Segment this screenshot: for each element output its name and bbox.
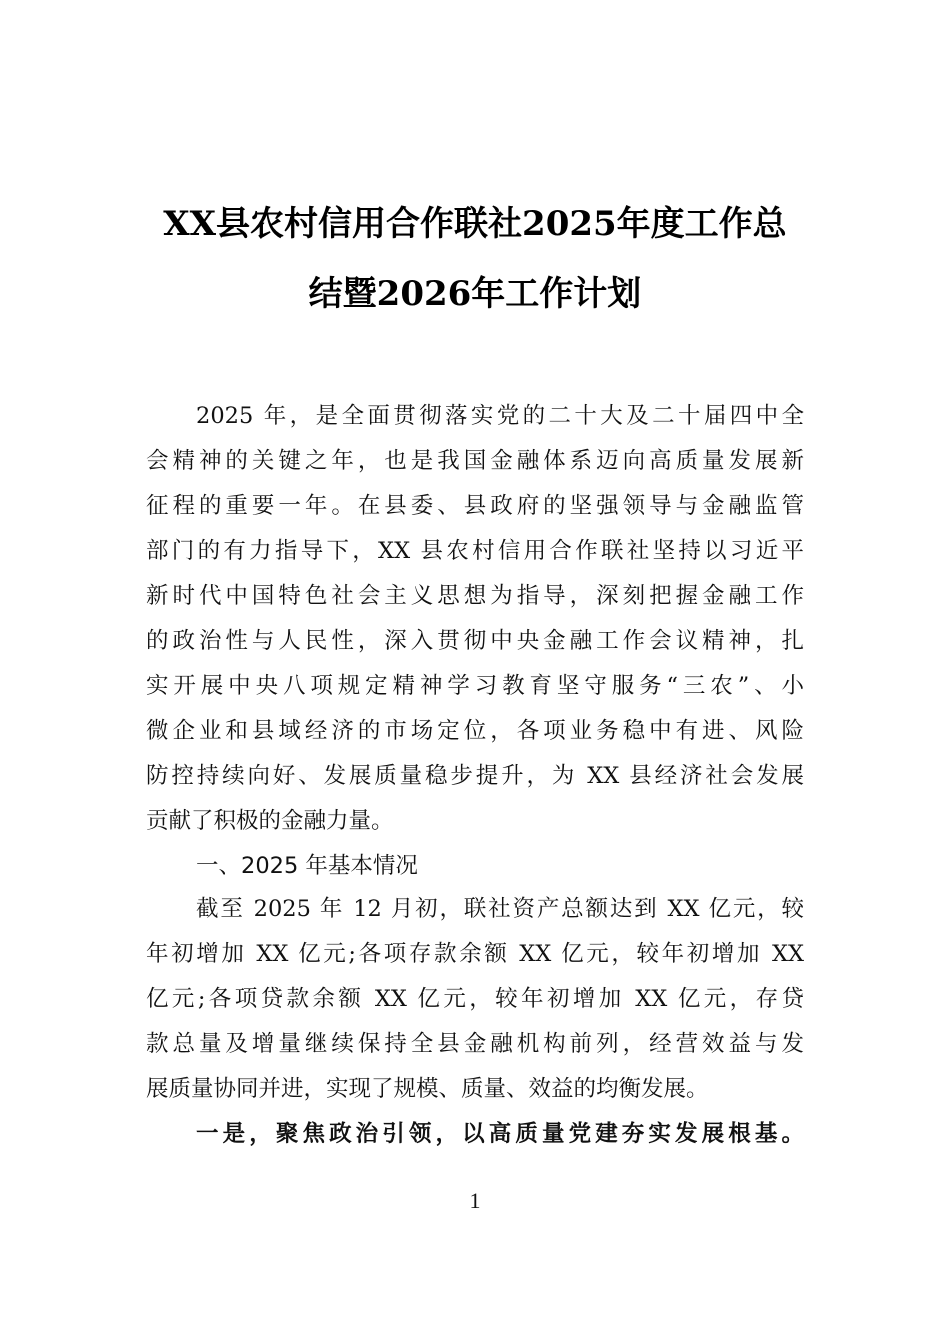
paragraph-intro-line: 微企业和县域经济的市场定位，各项业务稳中有进、风险	[146, 718, 804, 744]
paragraph-intro-line: 部门的有力指导下，XX 县农村信用合作联社坚持以习近平	[146, 538, 804, 564]
paragraph-intro-line: 实开展中央八项规定精神学习教育坚守服务“三农”、小	[146, 673, 804, 699]
document-title-line-2: 结暨2026年工作计划	[308, 274, 642, 314]
paragraph-summary-line: 展质量协同并进，实现了规模、质量、效益的均衡发展。	[146, 1076, 709, 1102]
paragraph-intro-line: 的政治性与人民性，深入贯彻中央金融工作会议精神，扎	[146, 628, 804, 654]
document-title-line-1: XX县农村信用合作联社2025年度工作总	[163, 204, 787, 244]
paragraph-summary-line: 截至 2025 年 12 月初，联社资产总额达到 XX 亿元，较	[196, 896, 804, 922]
page-number: 1	[469, 1188, 481, 1213]
paragraph-intro-line: 防控持续向好、发展质量稳步提升，为 XX 县经济社会发展	[146, 763, 804, 789]
section-heading: 一、2025 年基本情况	[196, 853, 418, 879]
paragraph-summary-line: 款总量及增量继续保持全县金融机构前列，经营效益与发	[146, 1031, 804, 1057]
paragraph-summary-line: 亿元;各项贷款余额 XX 亿元，较年初增加 XX 亿元，存贷	[146, 986, 804, 1012]
paragraph-intro-line: 会精神的关键之年，也是我国金融体系迈向高质量发展新	[146, 448, 804, 474]
paragraph-intro-line: 2025 年，是全面贯彻落实党的二十大及二十届四中全	[196, 403, 804, 429]
paragraph-summary-line: 年初增加 XX 亿元;各项存款余额 XX 亿元，较年初增加 XX	[146, 941, 804, 967]
paragraph-intro-line: 贡献了积极的金融力量。	[146, 808, 394, 834]
paragraph-intro-line: 征程的重要一年。在县委、县政府的坚强领导与金融监管	[146, 493, 804, 519]
paragraph-intro-line: 新时代中国特色社会主义思想为指导，深刻把握金融工作	[146, 583, 804, 609]
subsection-heading: 一是，聚焦政治引领，以高质量党建夯实发展根基。	[196, 1121, 804, 1147]
